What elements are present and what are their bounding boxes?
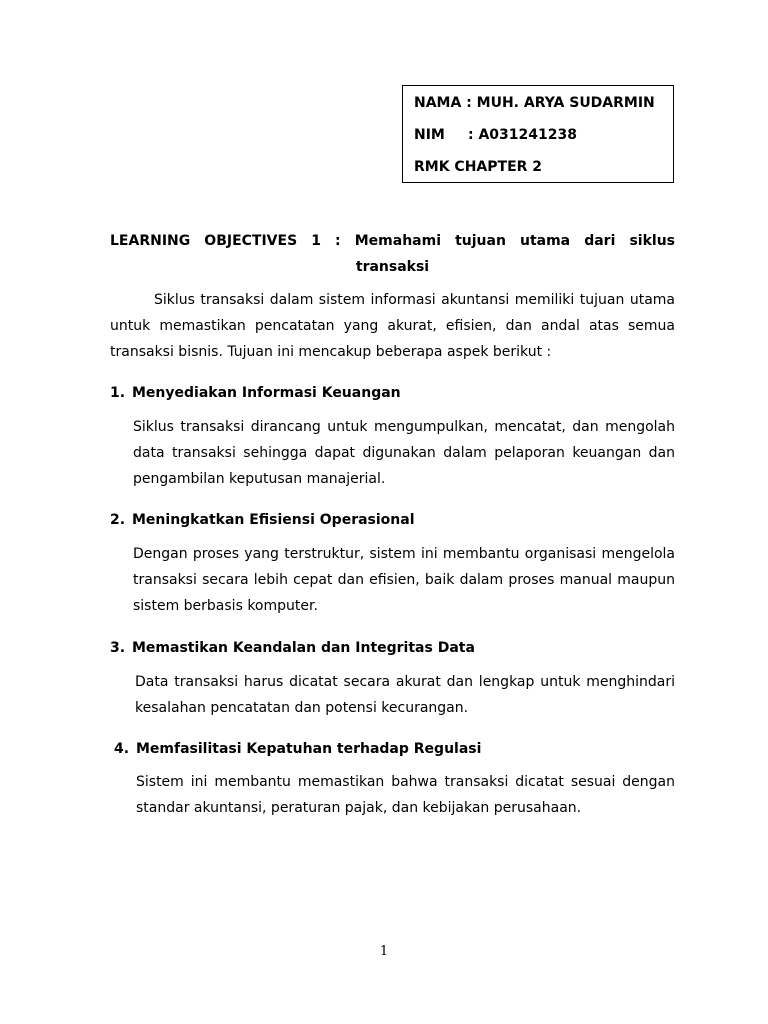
section-1-title-text: Menyediakan Informasi Keuangan [132,385,401,401]
section-3-number: 3. [110,640,126,656]
section-1-number: 1. [110,385,126,401]
section-4-title [114,738,481,760]
section-2-title [110,509,415,531]
section-2-body: Dengan proses yang terstruktur, sistem ini membantu organisasi mengelola transaksi secara lebih cepat dan efisien, baik dalam proses manual maupun sistem berbasis komputer. [133,546,675,614]
section-3-body: Data transaksi harus dicatat secara akurat dan lengkap untuk menghindari kesalahan pencatatan dan potensi kecurangan. [135,674,675,716]
section-3-title-text: Memastikan Keandalan dan Integritas Data [132,640,475,656]
learning-objective-heading: LEARNING OBJECTIVES 1 : Memahami tujuan utama dari siklus transaksi [110,233,675,275]
section-1-title [110,382,401,404]
student-name: NAMA : MUH. ARYA SUDARMIN [414,95,655,111]
page-number: 1 [379,944,389,959]
nim-label: NIM [414,127,445,143]
section-4-number: 4. [114,741,130,757]
student-info-box [402,85,674,183]
section-4-title-text: Memfasilitasi Kepatuhan terhadap Regulasi [136,741,482,757]
section-2-title-text: Meningkatkan Efisiensi Operasional [132,512,415,528]
student-nim [414,124,663,156]
section-2-number: 2. [110,512,126,528]
section-1-body: Siklus transaksi dirancang untuk mengumpulkan, mencatat, dan mengolah data transaksi sehingga dapat digunakan dalam pelaporan keuangan dan pengambilan keputusan manajerial. [133,419,675,487]
intro-paragraph: Siklus transaksi dalam sistem informasi akuntansi memiliki tujuan utama untuk memastikan pencatatan yang akurat, efisien, dan andal atas semua transaksi bisnis. Tujuan ini mencakup beberapa aspek berikut : [110,292,675,360]
section-3-title [110,637,475,659]
nim-value: : A031241238 [468,127,577,143]
section-4-body: Sistem ini membantu memastikan bahwa transaksi dicatat sesuai dengan standar akuntansi, peraturan pajak, dan kebijakan perusahaan. [136,774,675,816]
chapter-label: RMK CHAPTER 2 [414,159,543,175]
